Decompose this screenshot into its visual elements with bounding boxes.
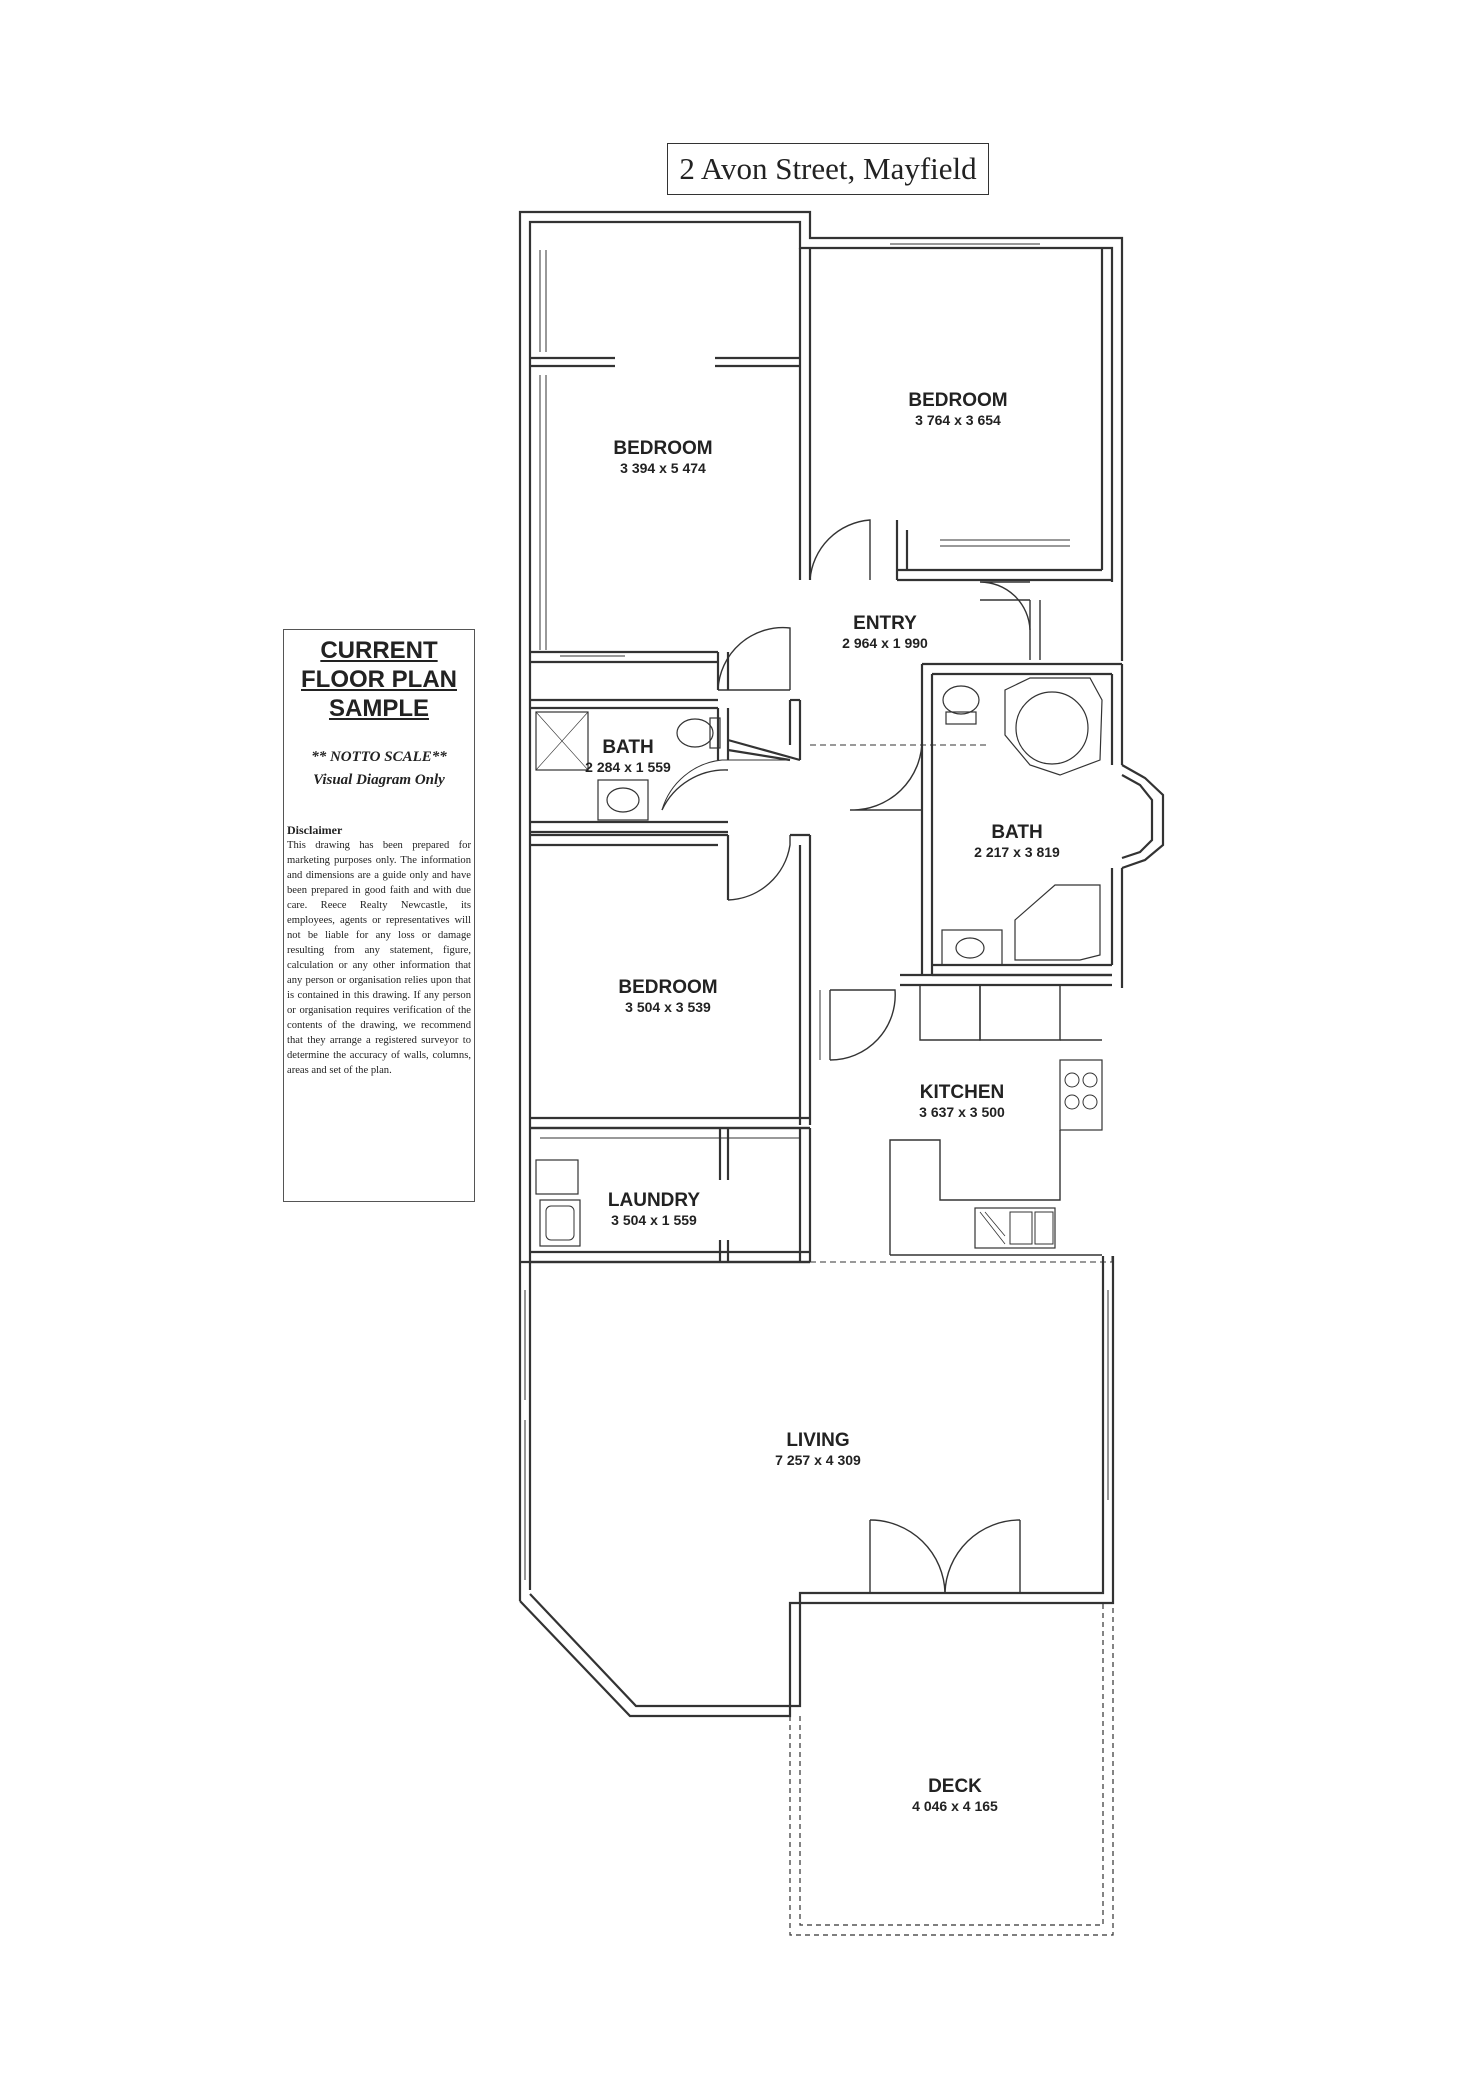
room-dims: 2 217 x 3 819	[974, 844, 1060, 860]
room-dims: 3 504 x 1 559	[611, 1212, 697, 1228]
room-bedroom-3	[618, 977, 717, 1016]
room-name: LAUNDRY	[607, 1190, 701, 1211]
room-name: BEDROOM	[618, 977, 718, 998]
room-name: DECK	[928, 1776, 982, 1797]
room-deck	[912, 1776, 998, 1815]
heading-line-3: SAMPLE	[328, 695, 429, 722]
heading-line-1: CURRENT	[320, 637, 438, 664]
disclaimer-text: This drawing has been prepared for marketing purposes only. The information and dimensions are a guide only and have been prepared in good faith and with due care. Reece Realty Newcastle, its employees, agents or representatives will not be liable for any loss or damage resulting from any statement, figure, calculation or any other information that any person or organisation relies upon that is contained in this drawing. If any person or organisation requires verification of the contents of the drawing, we recommend that they arrange a registered surveyor to determine the accuracy of walls, columns, areas and set of the plan.	[287, 840, 471, 1076]
room-dims: 4 046 x 4 165	[912, 1798, 998, 1814]
room-dims: 2 964 x 1 990	[842, 635, 928, 651]
room-name: BATH	[602, 737, 654, 758]
room-entry	[842, 613, 928, 652]
room-dims: 7 257 x 4 309	[775, 1452, 861, 1468]
room-name: BEDROOM	[908, 390, 1008, 411]
room-dims: 2 284 x 1 559	[585, 759, 671, 775]
plan-title: 2 Avon Street, Mayfield	[667, 143, 989, 195]
heading-line-2: FLOOR PLAN	[301, 666, 457, 693]
room-name: BEDROOM	[613, 438, 713, 459]
room-dims: 3 504 x 3 539	[625, 999, 711, 1015]
room-bedroom-1	[613, 438, 712, 477]
deck-outline	[790, 1603, 1113, 1935]
room-kitchen	[919, 1082, 1005, 1121]
visual-note: Visual Diagram Only	[313, 772, 445, 788]
room-dims: 3 764 x 3 654	[915, 412, 1001, 428]
disclaimer-title: Disclaimer	[287, 823, 343, 837]
scale-note: ** NOTTO SCALE**	[311, 749, 447, 765]
deck-doors	[870, 1520, 1020, 1593]
room-laundry	[608, 1190, 700, 1229]
room-name: ENTRY	[853, 613, 917, 634]
room-name: LIVING	[786, 1430, 850, 1451]
room-living	[775, 1430, 861, 1469]
room-dims: 3 637 x 3 500	[919, 1104, 1005, 1120]
room-dims: 3 394 x 5 474	[620, 460, 706, 476]
room-name: BATH	[991, 822, 1043, 843]
room-bath-1	[585, 737, 671, 776]
room-bedroom-2	[908, 390, 1007, 429]
room-bath-2	[974, 822, 1060, 861]
room-name: KITCHEN	[919, 1082, 1005, 1103]
